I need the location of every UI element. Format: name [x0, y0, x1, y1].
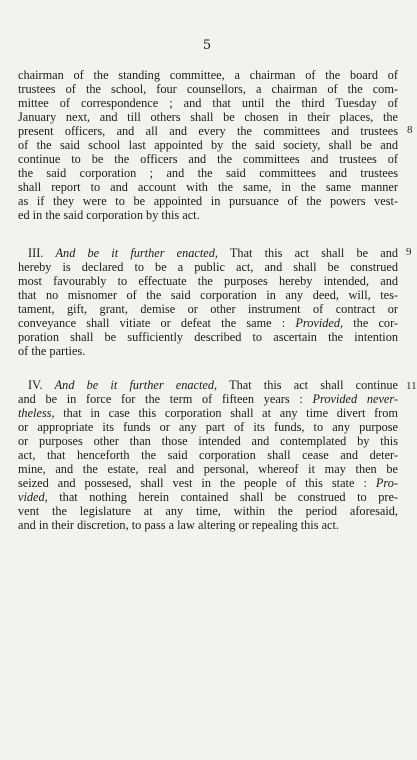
text-line: hereby is declared to be a public act, and shall be construed: [18, 260, 398, 274]
text-line: poration shall be sufficiently described to ascertain the intention: [18, 330, 398, 344]
text-line: [18, 392, 398, 406]
text-fragment: that nothing herein contained shall be construed to pre-: [59, 490, 398, 504]
margin-mark: 8: [407, 124, 413, 136]
text-line: and in their discretion, to pass a law altering or repealing this act.: [18, 518, 339, 532]
text-fragment: the cor-: [353, 316, 399, 330]
text-line: as if they were to be appointed in pursuance of the powers vest-: [18, 194, 398, 208]
text-line: shall report to and account with the same, in the same manner: [18, 180, 398, 194]
text-line: [18, 316, 398, 330]
text-line: most favourably to effectuate the purposes hereby intended, and: [18, 274, 398, 288]
proviso-word: Pro-: [375, 476, 398, 490]
section-heading-line: [18, 246, 398, 260]
text-fragment: and be in force for the term of fifteen years :: [18, 392, 303, 406]
text-line: the said corporation ; and the said committees and trustees: [18, 166, 398, 180]
text-line: act, that henceforth the said corporation shall cease and deter-: [18, 448, 398, 462]
proviso-word: vided,: [18, 490, 48, 504]
section-numeral: IV.: [28, 378, 43, 392]
text-line: mittee of correspondence ; and that until the third Tuesday of: [18, 96, 398, 110]
section-heading-line: [18, 378, 398, 392]
text-line: [18, 490, 398, 504]
text-fragment: That this act shall be and: [229, 246, 399, 260]
page-number: 5: [202, 38, 212, 53]
text-line: vent the legislature at any time, within the period aforesaid,: [18, 504, 398, 518]
text-line: chairman of the standing committee, a chairman of the board of: [18, 68, 398, 82]
text-line: mine, and the estate, real and personal, whereof it may then be: [18, 462, 398, 476]
text-line: of the parties.: [18, 344, 86, 358]
text-line: present officers, and all and every the committees and trustees: [18, 124, 398, 138]
proviso-word: theless,: [18, 406, 55, 420]
text-line: trustees of the school, four counsellors, a chairman of the com-: [18, 82, 398, 96]
proviso-word: Provided,: [295, 316, 344, 330]
text-line: or purposes other than those intended and contemplated by this: [18, 434, 398, 448]
text-fragment: That this act shall continue: [229, 378, 399, 392]
text-line: [18, 406, 398, 420]
text-fragment: seized and possesed, shall vest in the people of this state :: [18, 476, 367, 490]
text-fragment: conveyance shall vitiate or defeat the same :: [18, 316, 286, 330]
margin-mark: 11: [406, 380, 417, 392]
text-line: or appropriate its funds or any part of its funds, to any purpose: [18, 420, 398, 434]
enacting-clause: And be it further enacted,: [55, 246, 218, 260]
proviso-word: Provided never-: [312, 392, 398, 406]
text-line: January next, and till others shall be chosen in their places, the: [18, 110, 398, 124]
text-line: continue to be the officers and the committees and trustees of: [18, 152, 398, 166]
section-iii: [18, 246, 398, 358]
text-line: tament, gift, grant, demise or other instrument of contract or: [18, 302, 398, 316]
text-line: [18, 476, 398, 490]
enacting-clause: And be it further enacted,: [54, 378, 218, 392]
text-fragment: that in case this corporation shall at any time divert from: [63, 406, 398, 420]
paragraph-continuation: [18, 68, 398, 222]
text-line: of the said school last appointed by the said society, shall be and: [18, 138, 398, 152]
section-iv: [18, 378, 398, 532]
margin-mark: 9: [406, 246, 412, 258]
text-line: ed in the said corporation by this act.: [18, 208, 200, 222]
section-numeral: III.: [28, 246, 44, 260]
text-line: that no misnomer of the said corporation in any deed, will, tes-: [18, 288, 398, 302]
